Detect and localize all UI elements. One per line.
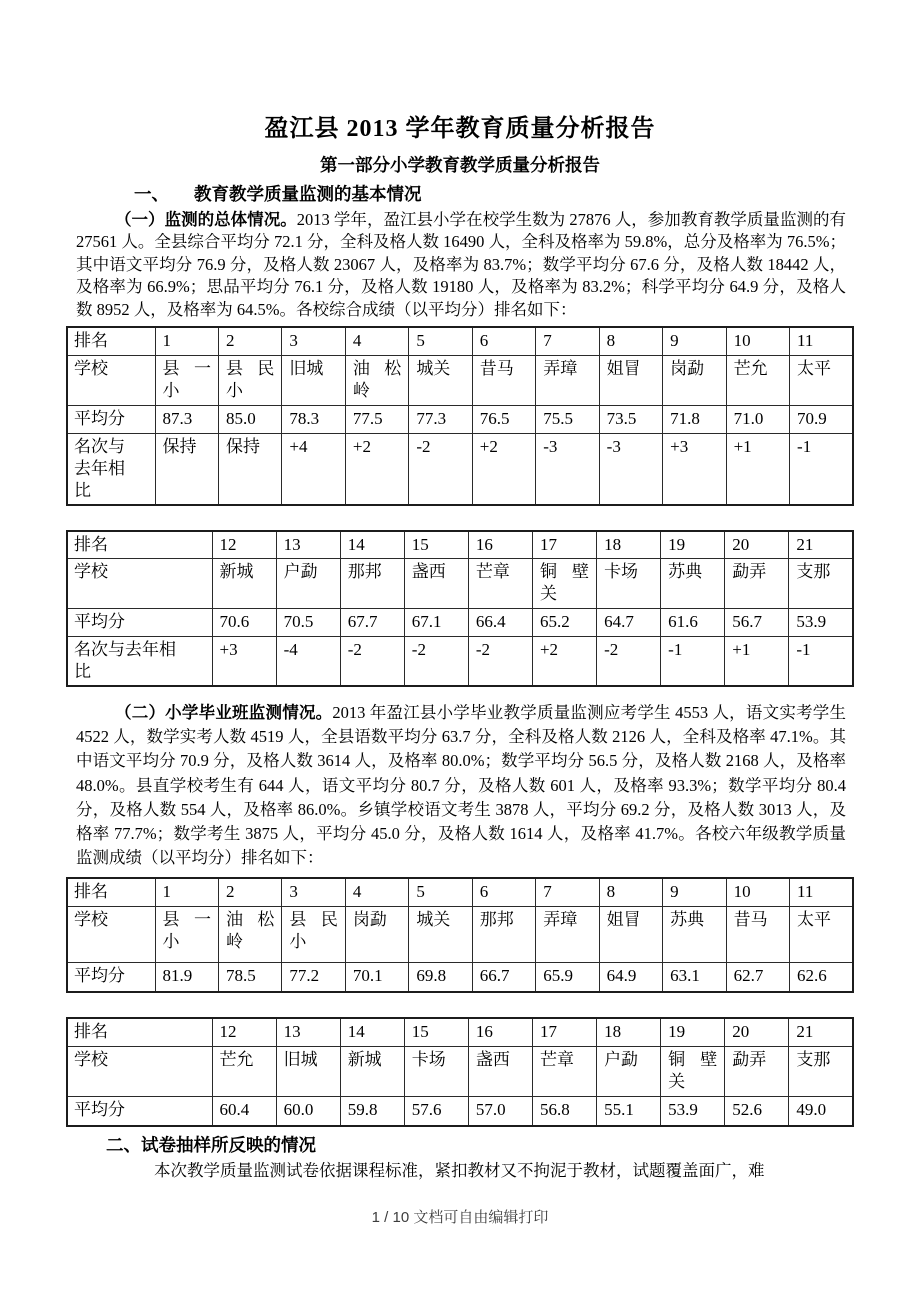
grade6-rank-table-1-11 [66, 877, 854, 993]
table-cell: 53.9 [661, 1096, 725, 1126]
table-cell: 49.0 [789, 1096, 853, 1126]
table-cell: 卡场 [404, 1046, 468, 1096]
table-cell: -2 [597, 637, 661, 687]
table-cell: -3 [599, 433, 662, 505]
table-row [67, 405, 853, 433]
table-cell: 10 [726, 878, 789, 906]
table-row [67, 637, 853, 687]
graduating-lead: （二）小学毕业班监测情况。 [115, 703, 333, 723]
table-cell: 21 [789, 1018, 853, 1046]
table-cell: 7 [536, 327, 599, 355]
table-cell: 县民小 [218, 355, 281, 405]
table-cell: 15 [404, 531, 468, 559]
table-cell: 1 [155, 327, 218, 355]
table-cell: 16 [468, 531, 532, 559]
table-cell: 57.6 [404, 1096, 468, 1126]
table-cell: +2 [532, 637, 596, 687]
table-row [67, 1046, 853, 1096]
table-cell: +3 [663, 433, 726, 505]
table-cell: 61.6 [661, 609, 725, 637]
table-cell: 县民小 [282, 906, 345, 962]
table-cell: 59.8 [340, 1096, 404, 1126]
table-cell: 78.5 [218, 962, 281, 992]
table-cell: 5 [409, 327, 472, 355]
table-cell: -3 [536, 433, 599, 505]
table-cell: 56.7 [725, 609, 789, 637]
table-cell: 75.5 [536, 405, 599, 433]
row-label: 排名 [67, 531, 212, 559]
table-cell: 太平 [790, 906, 853, 962]
table-cell: 62.6 [790, 962, 853, 992]
table-cell: 56.8 [532, 1096, 596, 1126]
table-cell: +1 [725, 637, 789, 687]
table-cell: 4 [345, 878, 408, 906]
table-cell: 2 [218, 878, 281, 906]
table-cell: 52.6 [725, 1096, 789, 1126]
table-cell: 姐冒 [599, 355, 662, 405]
table-cell: 油松岭 [218, 906, 281, 962]
table-cell: 7 [536, 878, 599, 906]
table-cell: 20 [725, 531, 789, 559]
table-cell: 71.0 [726, 405, 789, 433]
grade6-rank-table-12-21 [66, 1017, 854, 1127]
table-cell: 87.3 [155, 405, 218, 433]
table-cell: 66.7 [472, 962, 535, 992]
table-cell: 78.3 [282, 405, 345, 433]
table-cell: 13 [276, 531, 340, 559]
table-cell: 新城 [340, 1046, 404, 1096]
table-cell: 63.1 [663, 962, 726, 992]
table-cell: 城关 [409, 355, 472, 405]
table-cell: 8 [599, 878, 662, 906]
table-cell: 21 [789, 531, 853, 559]
table-cell: 70.5 [276, 609, 340, 637]
table-cell: 18 [597, 531, 661, 559]
table-cell: 77.3 [409, 405, 472, 433]
table-cell: 保持 [218, 433, 281, 505]
table-row [67, 559, 853, 609]
overview-lead: （一）监测的总体情况。 [115, 210, 297, 229]
table-cell: 66.4 [468, 609, 532, 637]
table-row [67, 906, 853, 962]
table-cell: 户勐 [597, 1046, 661, 1096]
table-cell: 姐冒 [599, 906, 662, 962]
table-cell: 19 [661, 1018, 725, 1046]
table-cell: 弄璋 [536, 906, 599, 962]
table-cell: 卡场 [597, 559, 661, 609]
row-label: 平均分 [67, 1096, 212, 1126]
table-cell: 县一小 [155, 906, 218, 962]
table-cell: 铜壁关 [532, 559, 596, 609]
table-row [67, 609, 853, 637]
table-cell: 勐弄 [725, 1046, 789, 1096]
table-cell: 10 [726, 327, 789, 355]
table-cell: 60.4 [212, 1096, 276, 1126]
overview-text: 2013 学年，盈江县小学在校学生数为 27876 人，参加教育教学质量监测的有 27561 人。全县综合平均分 72.1 分，全科及格人数 16490 人，全科及格率为 59.8%，总分及格率为 76.5%；其中语文平均分 76.9 分，及格人数 23067 人，及格率为 83.7%；数学平均分 67.6 分，及格人数 18442 人，及格率为 66.9%；思品平均分 76.1 分，及格人数 19180 人，及格率为 83.2%；科学平均分 64.9 分，及格人数 8952 人，及格率为 64.5%。各校综合成绩（以平均分）排名如下： [76, 210, 847, 319]
closing-paragraph: 本次教学质量监测试卷依据课程标准，紧扣教材又不拘泥于教材，试题覆盖面广，难 [154, 1161, 765, 1181]
table-cell: 15 [404, 1018, 468, 1046]
table-cell: 17 [532, 531, 596, 559]
table-cell: 55.1 [597, 1096, 661, 1126]
row-label: 名次与去年相比 [67, 637, 212, 687]
table-cell: 8 [599, 327, 662, 355]
table-cell: 70.1 [345, 962, 408, 992]
table-cell: 铜壁关 [661, 1046, 725, 1096]
row-label: 学校 [67, 906, 155, 962]
table-cell: 苏典 [663, 906, 726, 962]
table-row [67, 433, 853, 505]
table-cell: 5 [409, 878, 472, 906]
table-cell: 64.7 [597, 609, 661, 637]
table-row [67, 355, 853, 405]
table-cell: 太平 [790, 355, 853, 405]
table-cell: 那邦 [340, 559, 404, 609]
table-cell: 芒章 [468, 559, 532, 609]
table-cell: 3 [282, 878, 345, 906]
table-row [67, 531, 853, 559]
table-cell: 57.0 [468, 1096, 532, 1126]
table-cell: 14 [340, 531, 404, 559]
table-cell: 70.6 [212, 609, 276, 637]
table-cell: 6 [472, 878, 535, 906]
table-cell: 17 [532, 1018, 596, 1046]
comprehensive-rank-table-1-11 [66, 326, 854, 506]
table-cell: 67.7 [340, 609, 404, 637]
table-row [67, 962, 853, 992]
table-cell: 65.9 [536, 962, 599, 992]
table-cell: 城关 [409, 906, 472, 962]
row-label: 排名 [67, 1018, 212, 1046]
table-cell: 县一小 [155, 355, 218, 405]
section-two-heading [66, 1133, 854, 1157]
table-cell: +1 [726, 433, 789, 505]
table-cell: 支那 [789, 559, 853, 609]
table-cell: 弄璋 [536, 355, 599, 405]
table-cell: -2 [404, 637, 468, 687]
section-two-heading-text: 试卷抽样所反映的情况 [141, 1135, 316, 1156]
table-cell: -2 [468, 637, 532, 687]
table-cell: 19 [661, 531, 725, 559]
graduating-paragraph [76, 701, 846, 870]
table-cell: 12 [212, 1018, 276, 1046]
table-cell: 14 [340, 1018, 404, 1046]
table-cell: 那邦 [472, 906, 535, 962]
table-cell: 新城 [212, 559, 276, 609]
section-two-number: 二、 [106, 1135, 141, 1156]
table-cell: 13 [276, 1018, 340, 1046]
table-cell: +2 [472, 433, 535, 505]
table-cell: 60.0 [276, 1096, 340, 1126]
table-cell: 67.1 [404, 609, 468, 637]
table-cell: 盏西 [468, 1046, 532, 1096]
graduating-text: 2013 年盈江县小学毕业教学质量监测应考学生 4553 人，语文实考学生 4522 人，数学实考人数 4519 人，全县语数平均分 63.7 分，全科及格人数 2126 人，全科及格率 47.1%。其中语文平均分 70.9 分，及格人数 3614 人，及格率 80.0%；数学平均分 56.5 分，及格人数 2168 人，及格率 48.0%。县直学校考生有 644 人，语文平均分 80.7 分，及格人数 601 人，及格率 93.3%；数学平均分 80.4 分，及格人数 554 人，及格率 86.0%。乡镇学校语文考生 3878 人，平均分 69.2 分，及格人数 3013 人，及格率 77.7%；数学考生 3875 人，平均分 45.0 分，及格人数 1614 人，及格率 41.7%。各校六年级教学质量监测成绩（以平均分）排名如下： [76, 703, 847, 868]
table-cell: 77.5 [345, 405, 408, 433]
table-cell: 盏西 [404, 559, 468, 609]
table-cell: 69.8 [409, 962, 472, 992]
row-label: 名次与去年相比 [67, 433, 155, 505]
table-cell: -4 [276, 637, 340, 687]
table-cell: 旧城 [282, 355, 345, 405]
overview-paragraph [76, 209, 846, 321]
table-cell: 9 [663, 327, 726, 355]
table-cell: 芒允 [212, 1046, 276, 1096]
row-label: 学校 [67, 355, 155, 405]
table-cell: 户勐 [276, 559, 340, 609]
table-cell: 2 [218, 327, 281, 355]
table-cell: 4 [345, 327, 408, 355]
table-cell: 芒允 [726, 355, 789, 405]
table-cell: 16 [468, 1018, 532, 1046]
table-cell: 支那 [789, 1046, 853, 1096]
row-label: 平均分 [67, 962, 155, 992]
table-cell: 12 [212, 531, 276, 559]
table-cell: 70.9 [790, 405, 853, 433]
row-label: 学校 [67, 1046, 212, 1096]
table-cell: 昔马 [726, 906, 789, 962]
row-label: 学校 [67, 559, 212, 609]
table-cell: 9 [663, 878, 726, 906]
section-one-number: 一、 [134, 184, 169, 204]
table-cell: 85.0 [218, 405, 281, 433]
table-cell: 71.8 [663, 405, 726, 433]
page-subtitle: 第一部分小学教育教学质量分析报告 [320, 155, 600, 175]
row-label: 排名 [67, 327, 155, 355]
section-one-heading-text: 教育教学质量监测的基本情况 [194, 184, 422, 204]
table-cell: 3 [282, 327, 345, 355]
table-row [67, 327, 853, 355]
table-cell: +3 [212, 637, 276, 687]
table-cell: 保持 [155, 433, 218, 505]
table-cell: 旧城 [276, 1046, 340, 1096]
table-cell: +2 [345, 433, 408, 505]
table-cell: 65.2 [532, 609, 596, 637]
table-cell: 73.5 [599, 405, 662, 433]
table-cell: 76.5 [472, 405, 535, 433]
table-cell: -2 [409, 433, 472, 505]
table-cell: 62.7 [726, 962, 789, 992]
table-cell: 苏典 [661, 559, 725, 609]
table-cell: 53.9 [789, 609, 853, 637]
comprehensive-rank-table-12-21 [66, 530, 854, 688]
table-cell: 11 [790, 327, 853, 355]
table-cell: -1 [790, 433, 853, 505]
table-cell: 油松岭 [345, 355, 408, 405]
table-cell: 芒章 [532, 1046, 596, 1096]
table-cell: -1 [661, 637, 725, 687]
table-cell: 81.9 [155, 962, 218, 992]
table-cell: 20 [725, 1018, 789, 1046]
table-cell: 18 [597, 1018, 661, 1046]
section-one-heading [66, 182, 854, 206]
table-cell: 岗勐 [663, 355, 726, 405]
table-row [67, 1018, 853, 1046]
table-cell: 岗勐 [345, 906, 408, 962]
table-row [67, 1096, 853, 1126]
table-cell: 77.2 [282, 962, 345, 992]
table-cell: -1 [789, 637, 853, 687]
table-cell: 6 [472, 327, 535, 355]
table-cell: 11 [790, 878, 853, 906]
page-footer: 1 / 10 文档可自由编辑打印 [371, 1209, 549, 1226]
row-label: 排名 [67, 878, 155, 906]
table-cell: -2 [340, 637, 404, 687]
table-cell: +4 [282, 433, 345, 505]
table-cell: 1 [155, 878, 218, 906]
row-label: 平均分 [67, 405, 155, 433]
table-cell: 昔马 [472, 355, 535, 405]
table-cell: 勐弄 [725, 559, 789, 609]
table-row [67, 878, 853, 906]
page-title: 盈江县 2013 学年教育质量分析报告 [264, 116, 656, 142]
table-cell: 64.9 [599, 962, 662, 992]
row-label: 平均分 [67, 609, 212, 637]
